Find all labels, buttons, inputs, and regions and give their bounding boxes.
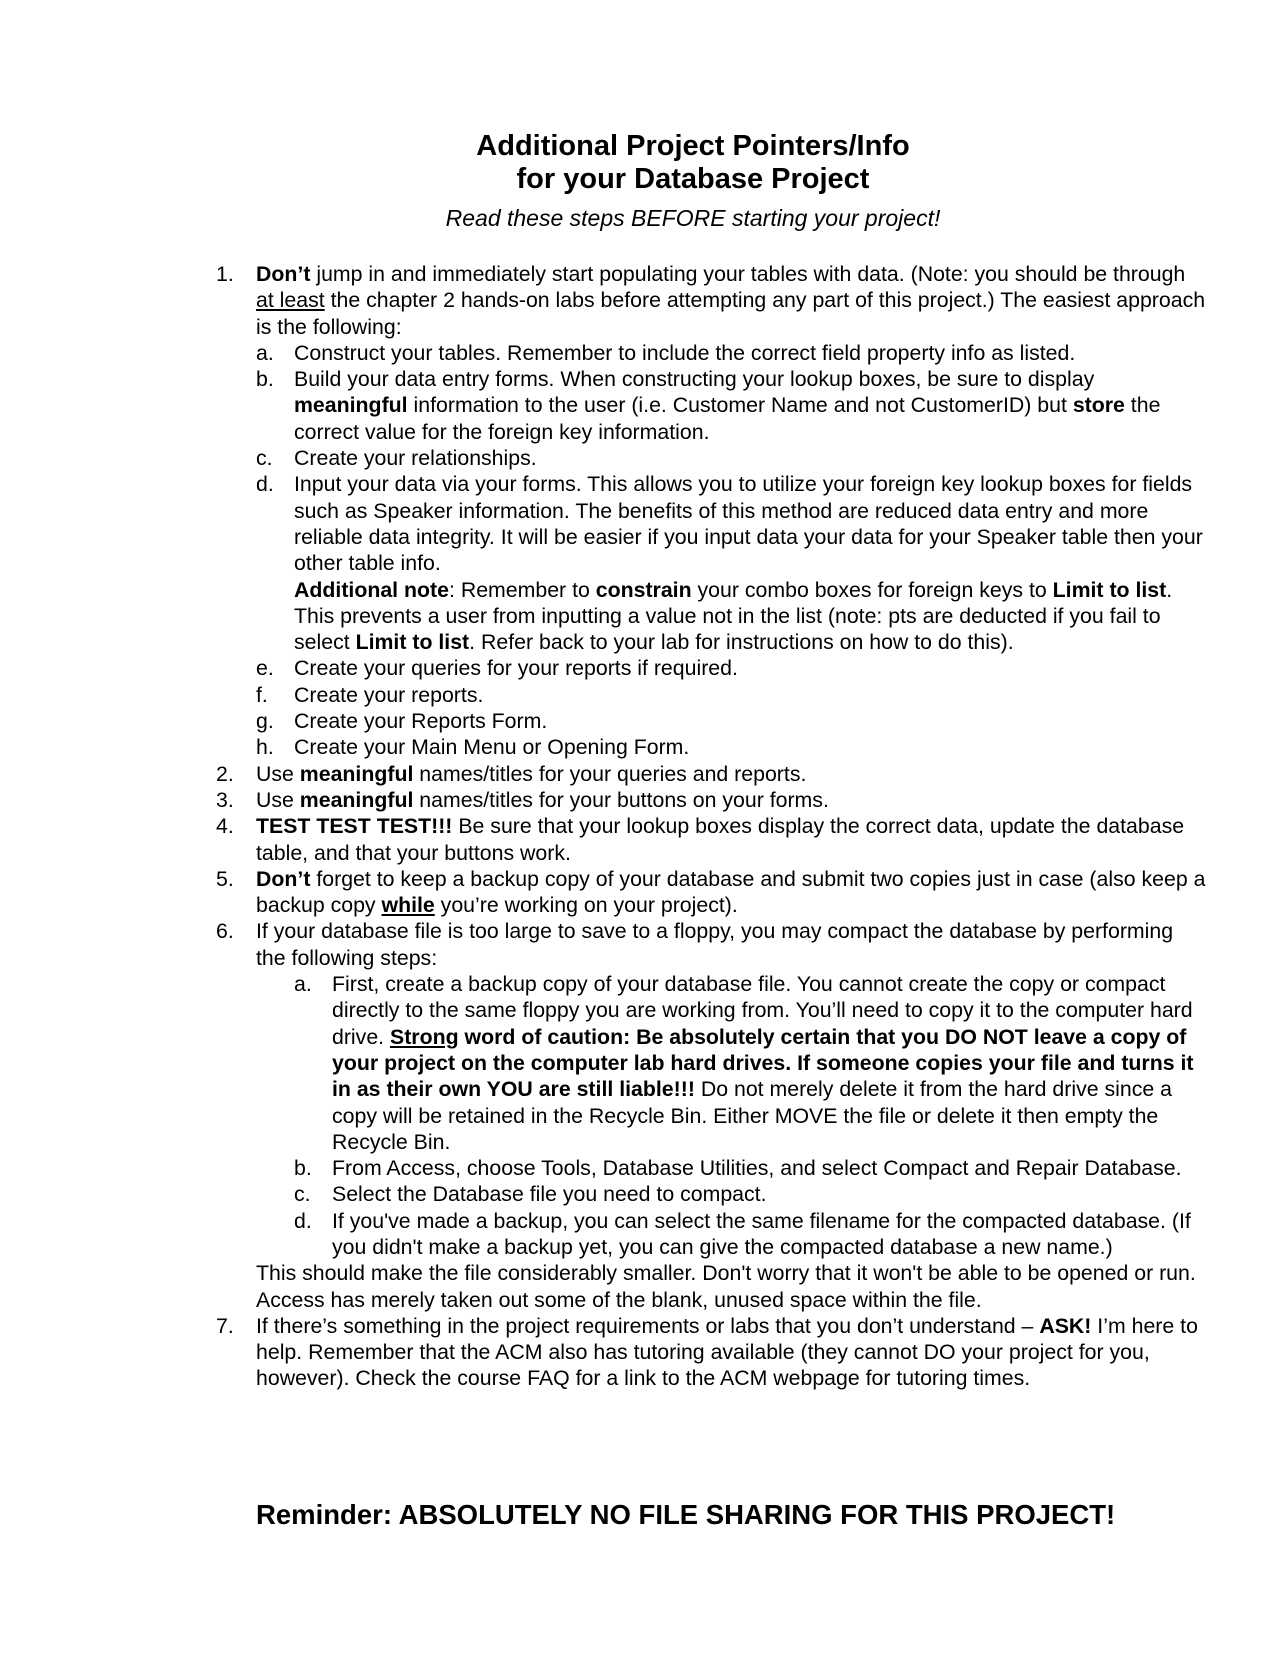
list-letter: g. <box>256 709 274 734</box>
item-text: I’m here to help. Remember that the ACM also has tutoring available (they cannot DO your project for you, however). Check the course FAQ for a link to the ACM webpage for tutoring times. <box>256 1313 1198 1391</box>
item-text: Create your Reports Form. <box>294 709 548 734</box>
list-letter: b. <box>294 1156 312 1181</box>
bold-text: Don’t <box>256 866 311 891</box>
bold-text: TEST TEST TEST!!! <box>256 814 453 839</box>
additional-note <box>216 577 1206 656</box>
sub-item-1b <box>216 366 1206 445</box>
item-text: information to the user (i.e. Customer Name and not CustomerID) but <box>407 393 1073 418</box>
title-line-1: Additional Project Pointers/Info <box>476 130 910 162</box>
document-subtitle: Read these steps BEFORE starting your project! <box>445 205 941 231</box>
sub-item-6c <box>216 1181 1206 1207</box>
item-text: names/titles for your queries and reports. <box>413 761 807 786</box>
sub-item-1g <box>216 708 1206 734</box>
list-number: 3. <box>216 787 234 812</box>
item-text: the chapter 2 hands-on labs before attempting any part of this project.) The easiest approach is the following: <box>256 288 1206 339</box>
list-letter: e. <box>256 656 274 681</box>
item-text: you’re working on your project). <box>434 893 738 918</box>
list-letter: d. <box>294 1208 312 1233</box>
bold-text: store <box>1072 393 1125 418</box>
sub-item-6d <box>216 1208 1206 1261</box>
item-text: From Access, choose Tools, Database Utilities, and select Compact and Repair Database. <box>332 1156 1182 1181</box>
list-letter: b. <box>256 367 274 392</box>
title-line-2: for your Database Project <box>516 163 870 195</box>
list-item-5 <box>216 866 1206 919</box>
bold-text: Limit to list <box>1052 577 1167 602</box>
bold-text: meaningful <box>294 393 408 418</box>
list-letter: c. <box>256 446 273 471</box>
list-letter: c. <box>294 1182 311 1207</box>
item-text: . Refer back to your lab for instructions on how to do this). <box>469 630 1014 655</box>
sub-item-6a <box>216 971 1206 1155</box>
sub-item-1d <box>216 471 1206 576</box>
caution-text: word of caution: Be absolutely certain that you DO NOT leave a copy of your project on the computer lab hard drives. If someone copies your file and turns it in as their own YOU are still liable!!! <box>332 1024 1194 1102</box>
list-letter: a. <box>256 340 274 365</box>
sub-item-1h <box>216 734 1206 760</box>
list-number: 7. <box>216 1313 234 1338</box>
item-text: Create your queries for your reports if required. <box>294 656 738 681</box>
item-text: the correct value for the foreign key information. <box>294 393 1161 444</box>
list-item-7 <box>216 1313 1206 1392</box>
item-text: If your database file is too large to save to a floppy, you may compact the database by performing the following steps: <box>256 919 1174 970</box>
item-text: Do not merely delete it from the hard drive since a copy will be retained in the Recycle Bin. Either MOVE the file or delete it then empty the Recycle Bin. <box>332 1077 1172 1154</box>
bold-text: Don’t <box>256 262 311 286</box>
document-title <box>0 130 1280 196</box>
item-text: : Remember to <box>448 577 596 602</box>
list-item-1 <box>216 261 1206 340</box>
item-text: Use <box>256 787 300 812</box>
underlined-text: at least <box>256 288 325 313</box>
list-letter: d. <box>256 472 274 497</box>
item-text: jump in and immediately start populating your tables with data. (Note: you should be through <box>310 262 1186 286</box>
bold-text: meaningful <box>299 761 414 786</box>
bold-text: meaningful <box>299 787 414 812</box>
item-text: your combo boxes for foreign keys to <box>691 577 1053 602</box>
list-letter: f. <box>256 682 268 707</box>
item-text: Be sure that your lookup boxes display the correct data, update the database table, and that your buttons work. <box>256 814 1185 865</box>
item-text: Build your data entry forms. When constructing your lookup boxes, be sure to display <box>294 367 1095 392</box>
item-text: Create your relationships. <box>294 446 537 471</box>
list-letter: a. <box>294 972 312 997</box>
list-item-6 <box>216 918 1206 971</box>
bold-text: Additional note <box>294 577 449 602</box>
list-number: 4. <box>216 814 234 839</box>
list-item-4 <box>216 813 1206 866</box>
sub-item-1a <box>216 340 1206 366</box>
item-text: Construct your tables. Remember to include the correct field property info as listed. <box>294 340 1076 365</box>
list-number: 2. <box>216 761 234 786</box>
bold-underlined-text: while <box>381 893 435 918</box>
item-text: Input your data via your forms. This allows you to utilize your foreign key lookup boxes for fields such as Speaker information. The benefits of this method are reduced data entry and more reliable data integrity. It will be easier if you input data your data for your Speaker table then your other table info. <box>294 472 1203 576</box>
sub-item-6b <box>216 1155 1206 1181</box>
list-item-2 <box>216 761 1206 787</box>
sub-item-1e <box>216 655 1206 681</box>
list-number: 5. <box>216 866 234 891</box>
item-text: If there’s something in the project requirements or labs that you don’t understand – <box>256 1313 1040 1338</box>
bold-text: ASK! <box>1039 1313 1092 1338</box>
list-number: 1. <box>216 262 234 286</box>
item-text: First, create a backup copy of your database file. You cannot create the copy or compact directly to the same floppy you are working from. You’ll need to copy it to the computer hard drive. <box>332 972 1193 1049</box>
sub-item-1c <box>216 445 1206 471</box>
list-number: 6. <box>216 919 234 944</box>
item-text: Select the Database file you need to compact. <box>332 1182 767 1207</box>
item-text: forget to keep a backup copy of your database and submit two copies just in case (also keep a backup copy <box>256 866 1206 918</box>
list-item-3 <box>216 787 1206 813</box>
bold-underlined-text: Strong <box>390 1024 459 1049</box>
sub-item-1f <box>216 682 1206 708</box>
item-text: Use <box>256 761 300 786</box>
item-6-closing: This should make the file considerably smaller. Don't worry that it won't be able to be opened or run. Access has merely taken out some of the blank, unused space within the file. <box>256 1261 1196 1312</box>
reminder-banner: Reminder: ABSOLUTELY NO FILE SHARING FOR THIS PROJECT! <box>256 1499 1116 1530</box>
item-text: If you've made a backup, you can select the same filename for the compacted database. (If you didn't make a backup yet, you can give the compacted database a new name.) <box>332 1208 1191 1259</box>
item-text: . This prevents a user from inputting a value not in the list (note: pts are deducted if you fail to select <box>294 577 1173 655</box>
item-text: names/titles for your buttons on your forms. <box>413 787 829 812</box>
bold-text: constrain <box>595 577 692 602</box>
bold-text: Limit to list <box>355 630 470 655</box>
list-letter: h. <box>256 735 274 760</box>
pointer-list <box>216 261 1206 1392</box>
item-text: Create your Main Menu or Opening Form. <box>294 735 690 760</box>
item-text: Create your reports. <box>294 682 484 707</box>
